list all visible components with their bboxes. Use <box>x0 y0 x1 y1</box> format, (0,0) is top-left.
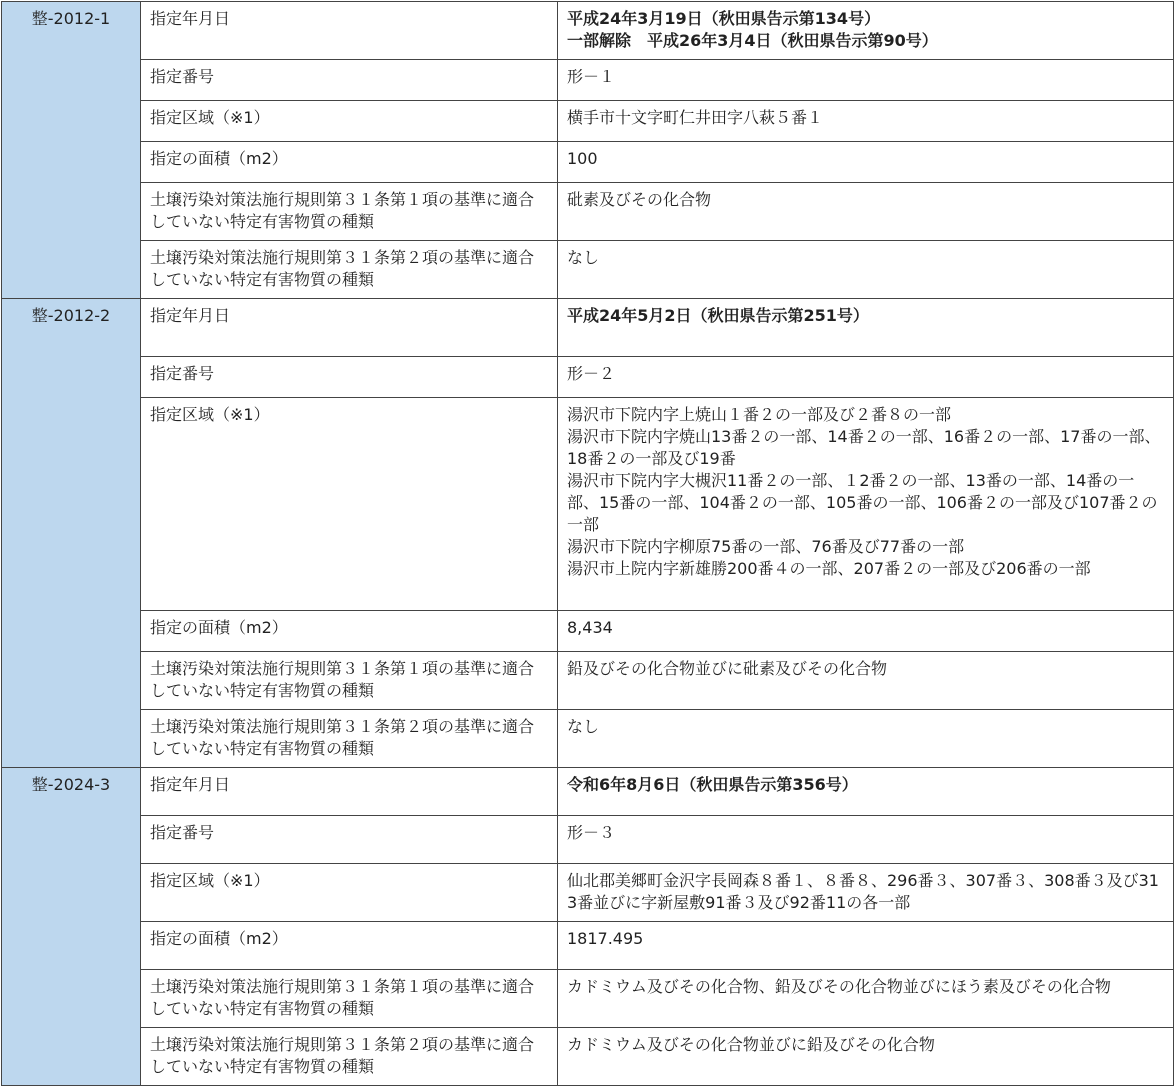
value-substance-2: なし <box>558 710 1174 768</box>
table-row <box>2 398 1174 611</box>
designated-area-table <box>1 1 1174 1086</box>
label-size: 指定の面積（m2） <box>141 922 558 970</box>
value-area-line: 湯沢市下院内字大槻沢11番２の一部、１2番２の一部、13番の一部、14番の一部、15番の一部、104番２の一部、105番の一部、106番２の一部及び107番２の一部 <box>567 471 1158 534</box>
label-substance-1: 土壌汚染対策法施行規則第３１条第１項の基準に適合していない特定有害物質の種類 <box>141 652 558 710</box>
value-date-line: 平成24年5月2日（秋田県告示第251号） <box>567 306 869 325</box>
table-row <box>2 611 1174 652</box>
value-substance-1: 砒素及びその化合物 <box>558 183 1174 241</box>
label-size: 指定の面積（m2） <box>141 611 558 652</box>
value-size: 1817.495 <box>558 922 1174 970</box>
value-size: 100 <box>558 142 1174 183</box>
value-area <box>558 864 1174 922</box>
table-row <box>2 1028 1174 1086</box>
table-row <box>2 101 1174 142</box>
label-substance-2: 土壌汚染対策法施行規則第３１条第２項の基準に適合していない特定有害物質の種類 <box>141 1028 558 1086</box>
value-substance-1: カドミウム及びその化合物、鉛及びその化合物並びにほう素及びその化合物 <box>558 970 1174 1028</box>
value-area-line: 湯沢市上院内字新雄勝200番４の一部、207番２の一部及び206番の一部 <box>567 559 1091 578</box>
label-size: 指定の面積（m2） <box>141 142 558 183</box>
label-number: 指定番号 <box>141 816 558 864</box>
value-number: 形－３ <box>558 816 1174 864</box>
table-row <box>2 142 1174 183</box>
value-date-line: 令和6年8月6日（秋田県告示第356号） <box>567 775 858 794</box>
value-area-line: 湯沢市下院内字柳原75番の一部、76番及び77番の一部 <box>567 537 965 556</box>
entry-id: 整-2012-2 <box>2 299 141 768</box>
table-row <box>2 652 1174 710</box>
table-row <box>2 183 1174 241</box>
table-row <box>2 816 1174 864</box>
label-number: 指定番号 <box>141 357 558 398</box>
value-number: 形－１ <box>558 60 1174 101</box>
value-date <box>558 299 1174 357</box>
label-area: 指定区域（※1） <box>141 101 558 142</box>
table-row <box>2 357 1174 398</box>
table-row <box>2 60 1174 101</box>
label-date: 指定年月日 <box>141 2 558 60</box>
value-substance-2: カドミウム及びその化合物並びに鉛及びその化合物 <box>558 1028 1174 1086</box>
label-date: 指定年月日 <box>141 768 558 816</box>
value-date-line: 平成24年3月19日（秋田県告示第134号） <box>567 9 881 28</box>
value-area-line: 仙北郡美郷町金沢字長岡森８番１、８番８、296番３、307番３、308番３及び313番並びに字新屋敷91番３及び92番11の各一部 <box>567 871 1159 912</box>
value-date <box>558 2 1174 60</box>
label-substance-1: 土壌汚染対策法施行規則第３１条第１項の基準に適合していない特定有害物質の種類 <box>141 183 558 241</box>
label-date: 指定年月日 <box>141 299 558 357</box>
label-substance-1: 土壌汚染対策法施行規則第３１条第１項の基準に適合していない特定有害物質の種類 <box>141 970 558 1028</box>
label-area: 指定区域（※1） <box>141 398 558 611</box>
label-substance-2: 土壌汚染対策法施行規則第３１条第２項の基準に適合していない特定有害物質の種類 <box>141 710 558 768</box>
value-area <box>558 101 1174 142</box>
value-date-line: 一部解除 平成26年3月4日（秋田県告示第90号） <box>567 31 938 50</box>
entry-id: 整-2024-3 <box>2 768 141 1086</box>
label-substance-2: 土壌汚染対策法施行規則第３１条第２項の基準に適合していない特定有害物質の種類 <box>141 241 558 299</box>
label-area: 指定区域（※1） <box>141 864 558 922</box>
value-substance-1: 鉛及びその化合物並びに砒素及びその化合物 <box>558 652 1174 710</box>
table-row <box>2 864 1174 922</box>
value-size: 8,434 <box>558 611 1174 652</box>
entry-id: 整-2012-1 <box>2 2 141 299</box>
label-number: 指定番号 <box>141 60 558 101</box>
value-area-line: 湯沢市下院内字焼山13番２の一部、14番２の一部、16番２の一部、17番の一部、18番２の一部及び19番 <box>567 427 1161 468</box>
table-row <box>2 970 1174 1028</box>
table-row <box>2 922 1174 970</box>
table-row <box>2 299 1174 357</box>
value-number: 形－２ <box>558 357 1174 398</box>
table-row <box>2 710 1174 768</box>
table-row <box>2 768 1174 816</box>
table-row <box>2 2 1174 60</box>
value-substance-2: なし <box>558 241 1174 299</box>
table-row <box>2 241 1174 299</box>
value-area-line: 横手市十文字町仁井田字八萩５番１ <box>567 108 824 127</box>
value-area <box>558 398 1174 611</box>
value-area-line: 湯沢市下院内字上焼山１番２の一部及び２番８の一部 <box>567 405 952 424</box>
value-date <box>558 768 1174 816</box>
